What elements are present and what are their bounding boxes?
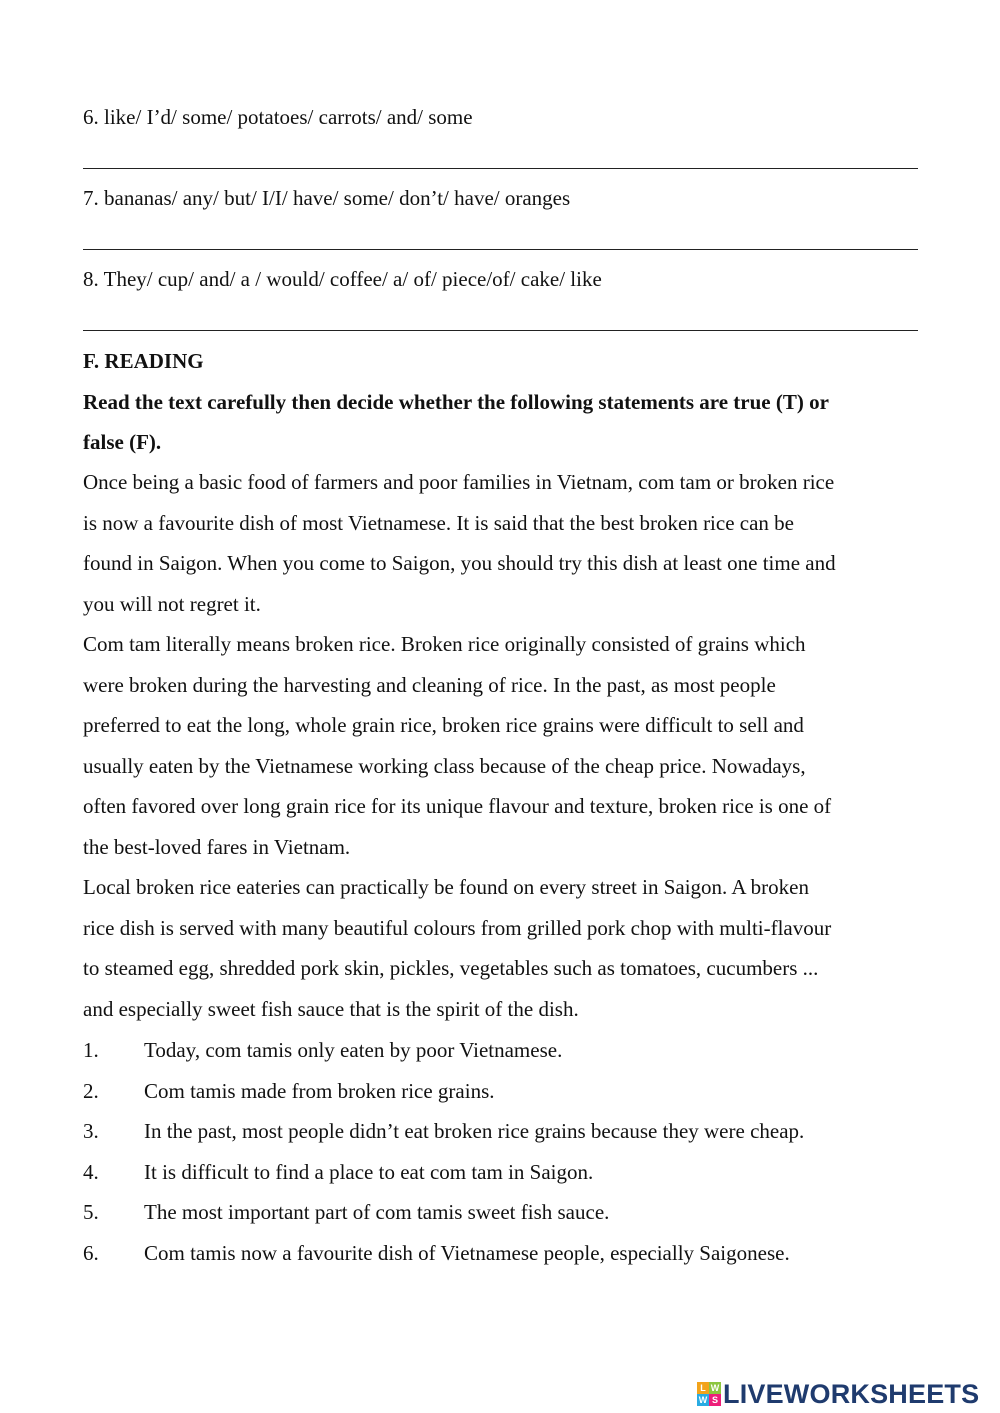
passage-line: rice dish is served with many beautiful colours from grilled pork chop with multi-flavour: [83, 915, 832, 940]
logo-mark-tile: W: [698, 1395, 708, 1405]
statement-number: 3.: [83, 1119, 99, 1144]
reorder-item-6: 6. like/ I’d/ some/ potatoes/ carrots/ and/ some: [83, 105, 473, 129]
passage-line: the best-loved fares in Vietnam.: [83, 834, 351, 859]
statement-text: In the past, most people didn’t eat broken rice grains because they were cheap.: [144, 1119, 805, 1144]
statement-text: Com tamis made from broken rice grains.: [144, 1078, 495, 1103]
section-heading-reading: F. READING: [83, 349, 204, 373]
logo-mark-tile: W: [710, 1383, 720, 1393]
statement-text: The most important part of com tamis sweet fish sauce.: [144, 1200, 610, 1225]
passage-line: usually eaten by the Vietnamese working class because of the cheap price. Nowadays,: [83, 753, 806, 778]
passage-line: preferred to eat the long, whole grain rice, broken rice grains were difficult to sell and: [83, 713, 804, 737]
statement-number: 6.: [83, 1241, 99, 1265]
statement-text: Today, com tamis only eaten by poor Vietnamese.: [144, 1038, 563, 1062]
passage-line: found in Saigon. When you come to Saigon, you should try this dish at least one time and: [83, 551, 836, 575]
passage-line: often favored over long grain rice for its unique flavour and texture, broken rice is one of: [83, 794, 832, 818]
passage-line: Com tam literally means broken rice. Broken rice originally consisted of grains which: [83, 632, 806, 656]
logo-text: LIVEWORKSHEETS: [723, 1379, 980, 1409]
passage-line: to steamed egg, shredded pork skin, pickles, vegetables such as tomatoes, cucumbers ...: [83, 956, 819, 980]
passage-line: you will not regret it.: [83, 591, 261, 616]
reorder-item-8: 8. They/ cup/ and/ a / would/ coffee/ a/ of/ piece/of/ cake/ like: [83, 267, 602, 291]
liveworksheets-logo: [697, 1378, 979, 1410]
statement-number: 4.: [83, 1159, 99, 1184]
answer-line-8[interactable]: [83, 330, 918, 331]
logo-mark-tile: S: [709, 1394, 721, 1406]
logo-mark-icon: [697, 1382, 721, 1406]
statement-number: 5.: [83, 1200, 99, 1225]
statement-number: 1.: [83, 1038, 99, 1062]
answer-line-6[interactable]: [83, 168, 918, 169]
passage-line: and especially sweet fish sauce that is the spirit of the dish.: [83, 996, 579, 1021]
statement-text: Com tamis now a favourite dish of Vietnamese people, especially Saigonese.: [144, 1241, 790, 1265]
reorder-item-7: 7. bananas/ any/ but/ I/I/ have/ some/ don’t/ have/ oranges: [83, 186, 571, 210]
reading-instruction-line-1: Read the text carefully then decide whether the following statements are true (T) or: [83, 390, 829, 414]
reading-instruction-line-2: false (F).: [83, 430, 162, 454]
answer-line-7[interactable]: [83, 249, 918, 250]
passage-line: Local broken rice eateries can practically be found on every street in Saigon. A broken: [83, 875, 809, 899]
logo-mark-tile: L: [697, 1382, 709, 1394]
passage-line: is now a favourite dish of most Vietnamese. It is said that the best broken rice can be: [83, 510, 794, 535]
statement-number: 2.: [83, 1078, 99, 1103]
statement-text: It is difficult to find a place to eat com tam in Saigon.: [144, 1159, 594, 1184]
passage-line: Once being a basic food of farmers and poor families in Vietnam, com tam or broken rice: [83, 470, 835, 494]
passage-line: were broken during the harvesting and cleaning of rice. In the past, as most people: [83, 672, 776, 697]
